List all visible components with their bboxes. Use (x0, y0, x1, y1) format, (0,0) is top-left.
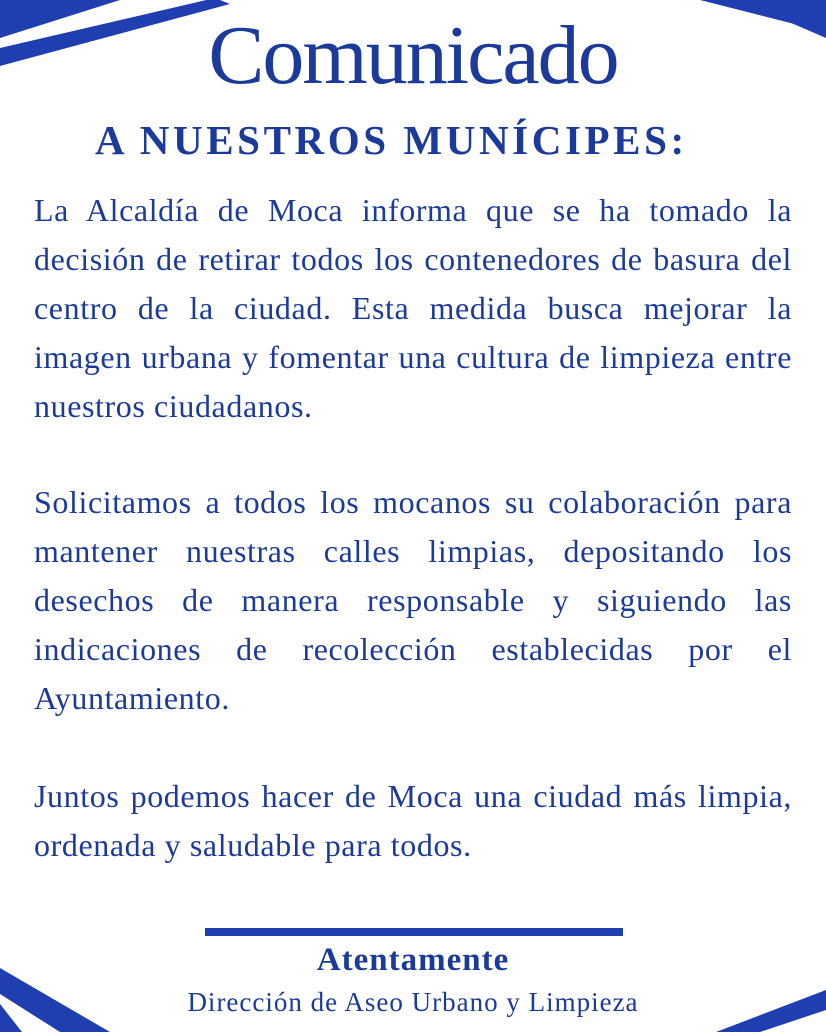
signer-department: Dirección de Aseo Urbano y Limpieza (187, 987, 639, 1017)
body-paragraph-1: La Alcaldía de Moca informa que se ha tomado la decisión de retirar todos los contenedores de basura del centro de la ciudad. Esta medida busca mejorar la imagen urbana y fomentar una cultura de limpieza entre nuestros ciudadanos. (34, 192, 792, 424)
body-paragraph-3: Juntos podemos hacer de Moca una ciudad más limpia, ordenada y saludable para todos. (34, 778, 792, 863)
body-paragraph-2: Solicitamos a todos los mocanos su colaboración para mantener nuestras calles limpias, depositando los desechos de manera responsable y siguiendo las indicaciones de recolección establecidas por el Ayuntamiento. (34, 484, 792, 716)
page-subtitle: A NUESTROS MUNÍCIPES: (95, 117, 688, 163)
page-title: Comunicado (208, 9, 618, 102)
closing-salutation: Atentamente (316, 942, 510, 978)
signature-divider (205, 928, 623, 936)
